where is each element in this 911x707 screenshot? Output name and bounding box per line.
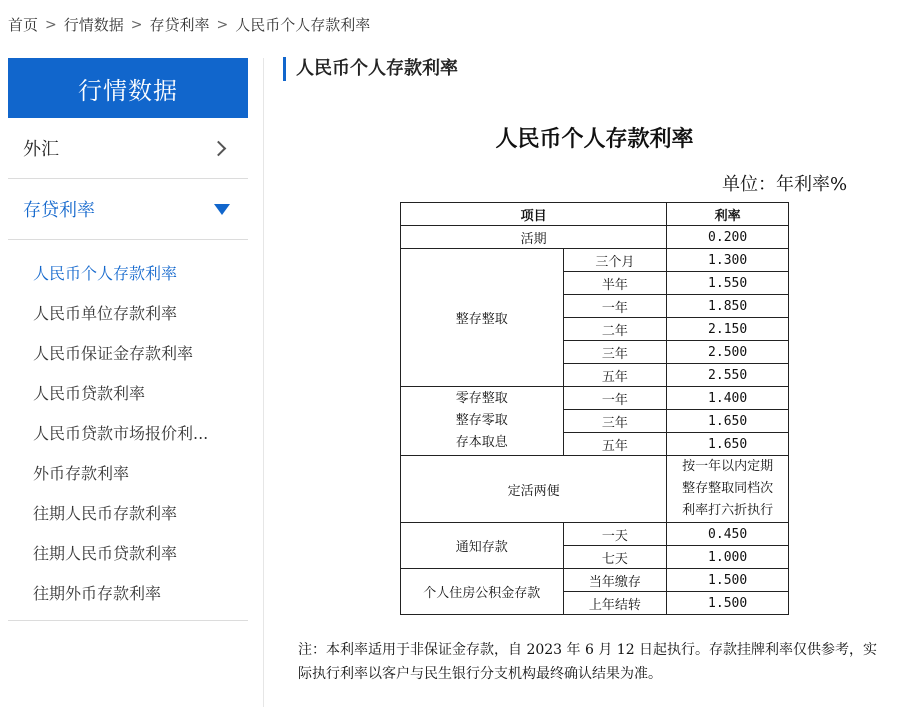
rate-value: 1.850 bbox=[667, 295, 789, 318]
row-label bbox=[401, 387, 564, 456]
rate-value: 1.650 bbox=[667, 410, 789, 433]
rate-value: 2.550 bbox=[667, 364, 789, 387]
sidebar-title: 行情数据 bbox=[8, 58, 248, 118]
rate-value: 0.200 bbox=[667, 226, 789, 249]
term-label: 一天 bbox=[563, 523, 667, 546]
rate-value: 1.000 bbox=[667, 546, 789, 569]
row-label: 整存整取 bbox=[401, 249, 564, 387]
rate-value: 2.500 bbox=[667, 341, 789, 364]
term-label: 五年 bbox=[563, 433, 667, 456]
rate-value: 2.150 bbox=[667, 318, 789, 341]
label-line: 整存零取 bbox=[455, 413, 508, 428]
sidebar-item-interest-rates[interactable] bbox=[8, 179, 248, 240]
header-item: 项目 bbox=[401, 203, 667, 226]
sidebar bbox=[8, 58, 248, 621]
table-row bbox=[401, 387, 789, 410]
label-line: 存本取息 bbox=[455, 435, 508, 450]
table-header-row bbox=[401, 203, 789, 226]
sidebar-subitem-loan-rate[interactable]: 人民币贷款利率 bbox=[33, 383, 146, 403]
content-divider bbox=[263, 58, 264, 707]
sidebar-submenu bbox=[8, 240, 248, 621]
sidebar-subitem-corporate-deposit-rate[interactable]: 人民币单位存款利率 bbox=[33, 303, 178, 323]
unit-label: 单位：年利率% bbox=[722, 174, 848, 195]
sidebar-subitem-margin-deposit-rate[interactable]: 人民币保证金存款利率 bbox=[33, 343, 194, 363]
document-title: 人民币个人存款利率 bbox=[495, 126, 694, 152]
note-line: 整存整取同档次 bbox=[682, 481, 774, 496]
sidebar-subitem-personal-deposit-rate[interactable]: 人民币个人存款利率 bbox=[33, 263, 178, 283]
chevron-right-icon: > bbox=[45, 16, 57, 33]
term-label: 七天 bbox=[563, 546, 667, 569]
rate-value: 1.400 bbox=[667, 387, 789, 410]
rate-value: 1.300 bbox=[667, 249, 789, 272]
sidebar-item-label: 存贷利率 bbox=[23, 200, 95, 221]
page-title: 人民币个人存款利率 bbox=[283, 57, 458, 81]
sidebar-item-forex[interactable] bbox=[8, 118, 248, 179]
term-label: 上年结转 bbox=[563, 592, 667, 615]
footnote-line: 际执行利率以客户与民生银行分支机构最终确认结果为准。 bbox=[298, 666, 662, 682]
rate-table bbox=[400, 202, 789, 615]
row-label: 通知存款 bbox=[401, 523, 564, 569]
breadcrumb-current: 人民币个人存款利率 bbox=[235, 16, 371, 34]
rate-value: 0.450 bbox=[667, 523, 789, 546]
chevron-right-icon: > bbox=[130, 16, 143, 33]
table-row bbox=[401, 456, 789, 523]
row-label: 定活两便 bbox=[401, 456, 667, 523]
label-line: 零存整取 bbox=[455, 391, 508, 406]
footnote-line: 注：本利率适用于非保证金存款，自 2023 年 6 月 12 日起执行。存款挂牌利率仅供参考，实 bbox=[298, 642, 878, 658]
row-label: 活期 bbox=[401, 226, 667, 249]
rate-value: 1.500 bbox=[667, 569, 789, 592]
rate-value: 1.550 bbox=[667, 272, 789, 295]
chevron-right-icon: > bbox=[216, 16, 229, 33]
note-line: 按一年以内定期 bbox=[682, 459, 774, 474]
chevron-right-icon bbox=[211, 140, 227, 156]
table-row bbox=[401, 249, 789, 272]
term-label: 三年 bbox=[563, 341, 667, 364]
triangle-down-icon bbox=[214, 204, 230, 215]
term-label: 三年 bbox=[563, 410, 667, 433]
sidebar-item-label: 外汇 bbox=[23, 139, 59, 160]
sidebar-subitem-past-foreign-deposit-rate[interactable]: 往期外币存款利率 bbox=[33, 583, 162, 603]
table-row bbox=[401, 569, 789, 592]
rate-value: 1.650 bbox=[667, 433, 789, 456]
row-label: 个人住房公积金存款 bbox=[401, 569, 564, 615]
sidebar-subitem-lpr[interactable]: 人民币贷款市场报价利... bbox=[33, 423, 209, 443]
header-rate: 利率 bbox=[667, 203, 789, 226]
term-label: 五年 bbox=[563, 364, 667, 387]
term-label: 半年 bbox=[563, 272, 667, 295]
sidebar-subitem-past-rmb-deposit-rate[interactable]: 往期人民币存款利率 bbox=[33, 503, 178, 523]
note-line: 利率打六折执行 bbox=[682, 503, 774, 518]
term-label: 三个月 bbox=[563, 249, 667, 272]
term-label: 一年 bbox=[563, 387, 667, 410]
rate-value: 1.500 bbox=[667, 592, 789, 615]
breadcrumb-home[interactable]: 首页 bbox=[8, 16, 39, 34]
breadcrumb bbox=[8, 14, 370, 35]
rate-note bbox=[667, 456, 789, 523]
sidebar-subitem-foreign-deposit-rate[interactable]: 外币存款利率 bbox=[33, 463, 130, 483]
table-row bbox=[401, 226, 789, 249]
breadcrumb-interest-rates[interactable]: 存贷利率 bbox=[149, 16, 210, 34]
sidebar-subitem-past-rmb-loan-rate[interactable]: 往期人民币贷款利率 bbox=[33, 543, 178, 563]
footnote bbox=[298, 638, 896, 686]
table-row bbox=[401, 523, 789, 546]
term-label: 一年 bbox=[563, 295, 667, 318]
term-label: 二年 bbox=[563, 318, 667, 341]
term-label: 当年缴存 bbox=[563, 569, 667, 592]
breadcrumb-market-data[interactable]: 行情数据 bbox=[63, 16, 124, 34]
